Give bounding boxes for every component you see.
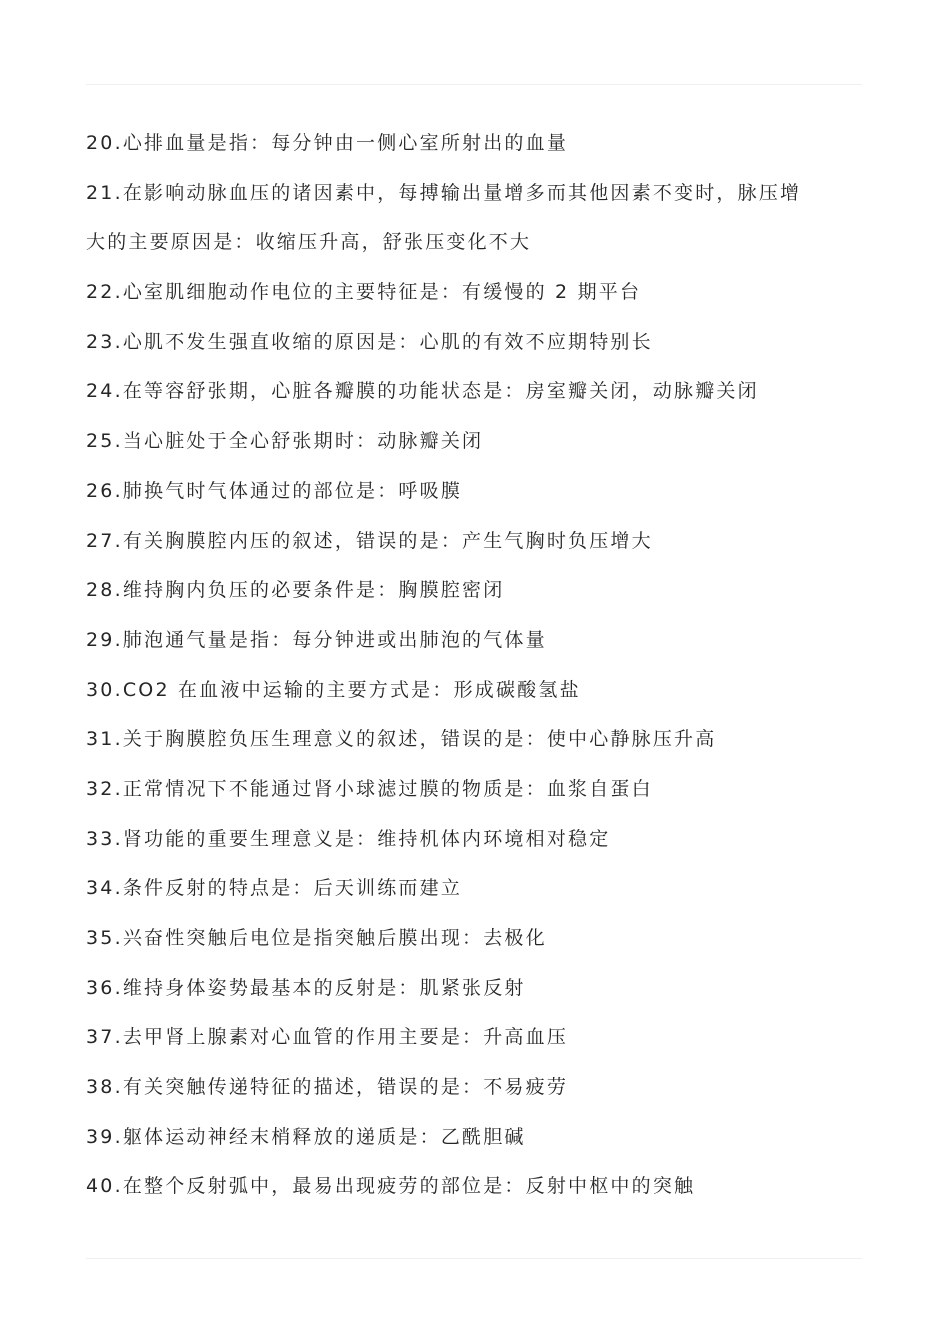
text-line: 31.关于胸膜腔负压生理意义的叙述，错误的是：使中心静脉压升高 <box>86 728 717 751</box>
text-line: 26.肺换气时气体通过的部位是：呼吸膜 <box>86 479 463 502</box>
text-line: 36.维持身体姿势最基本的反射是：肌紧张反射 <box>86 976 526 999</box>
text-line: 32.正常情况下不能通过肾小球滤过膜的物质是：血浆自蛋白 <box>86 777 653 800</box>
text-line: 24.在等容舒张期，心脏各瓣膜的功能状态是：房室瓣关闭，动脉瓣关闭 <box>86 380 759 403</box>
text-line: 35.兴奋性突触后电位是指突触后膜出现：去极化 <box>86 927 547 949</box>
header-divider <box>86 84 862 85</box>
text-line: 27.有关胸膜腔内压的叙述，错误的是：产生气胸时负压增大 <box>86 529 653 552</box>
text-line: 30.CO2 在血液中运输的主要方式是：形成碳酸氢盐 <box>86 678 581 701</box>
text-line: 22.心室肌细胞动作电位的主要特征是：有缓慢的 2 期平台 <box>86 281 642 304</box>
document-body <box>86 119 866 1212</box>
text-line: 23.心肌不发生强直收缩的原因是：心肌的有效不应期特别长 <box>86 330 653 353</box>
text-line: 21.在影响动脉血压的诸因素中，每搏输出量增多而其他因素不变时，脉压增 <box>86 181 802 204</box>
text-line: 33.肾功能的重要生理意义是：维持机体内环境相对稳定 <box>86 827 611 850</box>
text-line: 28.维持胸内负压的必要条件是：胸膜腔密闭 <box>86 579 505 602</box>
text-line: 40.在整个反射弧中，最易出现疲劳的部位是：反射中枢中的突触 <box>86 1175 696 1198</box>
text-line: 34.条件反射的特点是：后天训练而建立 <box>86 877 463 900</box>
text-line: 38.有关突触传递特征的描述，错误的是：不易疲劳 <box>86 1076 569 1099</box>
text-line: 39.躯体运动神经末梢释放的递质是：乙酰胆碱 <box>86 1125 526 1148</box>
text-line: 25.当心脏处于全心舒张期时：动脉瓣关闭 <box>86 430 484 453</box>
text-line: 20.心排血量是指：每分钟由一侧心室所射出的血量 <box>86 132 569 154</box>
text-line: 37.去甲肾上腺素对心血管的作用主要是：升高血压 <box>86 1026 569 1049</box>
text-line: 大的主要原因是：收缩压升高，舒张压变化不大 <box>86 231 532 254</box>
text-line: 29.肺泡通气量是指：每分钟进或出肺泡的气体量 <box>86 628 547 651</box>
footer-divider <box>86 1258 862 1259</box>
